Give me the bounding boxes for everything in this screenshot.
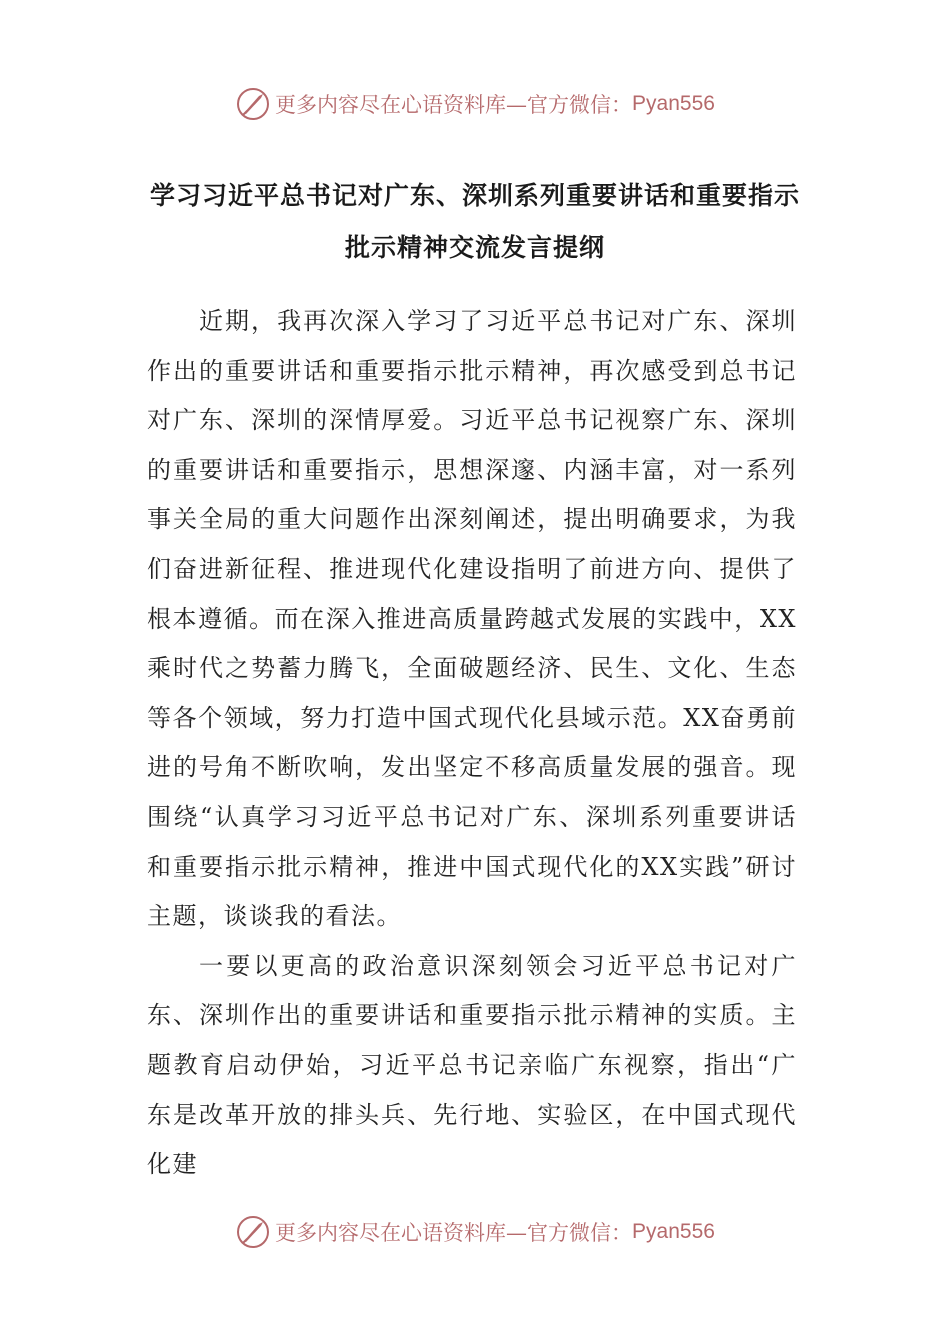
- document-title: [130, 170, 820, 274]
- footer-banner: [0, 1212, 950, 1252]
- footer-banner-text: 更多内容尽在心语资料库—官方微信：: [275, 1221, 633, 1245]
- header-banner: [0, 84, 950, 124]
- body-paragraph: 近期，我再次深入学习了习近平总书记对广东、深圳作出的重要讲话和重要指示批示精神，再次感受到总书记对广东、深圳的深情厚爱。习近平总书记视察广东、深圳的重要讲话和重要指示，思想深邃、内涵丰富，对一系列事关全局的重大问题作出深刻阐述，提出明确要求，为我们奋进新征程、推进现代化建设指明了前进方向、提供了根本遵循。而在深入推进高质量跨越式发展的实践中，XX乘时代之势蓄力腾飞，全面破题经济、民生、文化、生态等各个领域，努力打造中国式现代化县域示范。XX奋勇前进的号角不断吹响，发出坚定不移高质量发展的强音。现围绕“认真学习习近平总书记对广东、深圳系列重要讲话和重要指示批示精神，推进中国式现代化的XX实践”研讨主题，谈谈我的看法。: [147, 307, 797, 931]
- quill-pen-logo-icon: [235, 86, 271, 122]
- document-body: [147, 297, 797, 1190]
- title-line-2: 批示精神交流发言提纲: [344, 233, 605, 262]
- footer-wechat-id: Pyan556: [632, 1220, 715, 1243]
- header-banner-text: 更多内容尽在心语资料库—官方微信：: [275, 93, 633, 117]
- quill-pen-logo-icon: [235, 1214, 271, 1250]
- title-line-1: 学习习近平总书记对广东、深圳系列重要讲话和重要指示: [149, 181, 800, 210]
- body-paragraph: 一要以更高的政治意识深刻领会习近平总书记对广东、深圳作出的重要讲话和重要指示批示精神的实质。主题教育启动伊始，习近平总书记亲临广东视察，指出“广东是改革开放的排头兵、先行地、实验区，在中国式现代化建: [147, 951, 797, 1179]
- header-wechat-id: Pyan556: [632, 92, 715, 115]
